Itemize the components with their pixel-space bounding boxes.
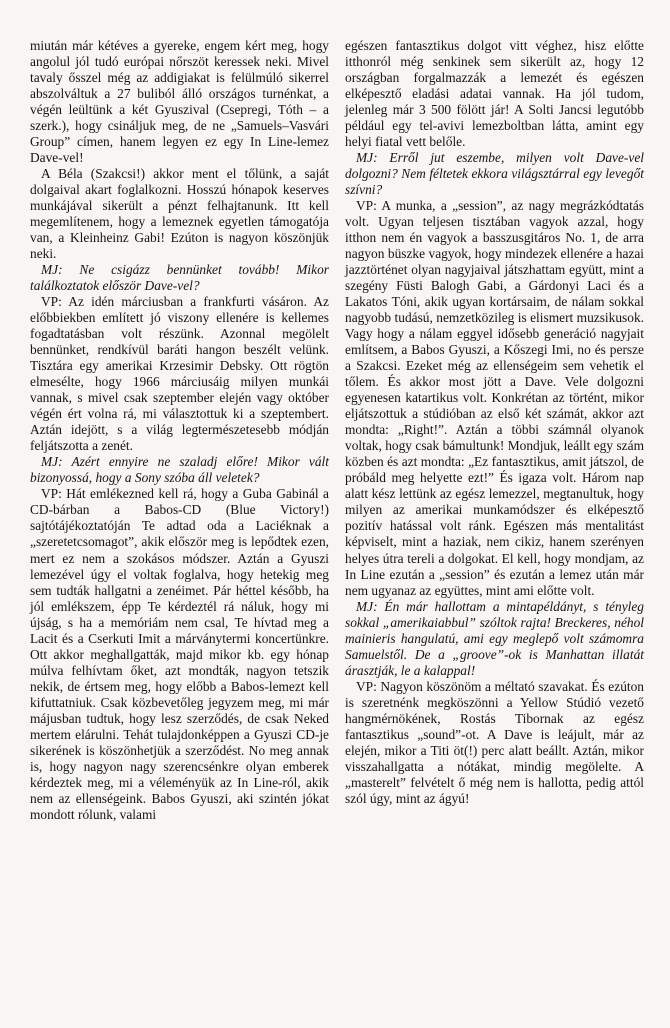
paragraph: miután már kétéves a gyereke, engem kért meg, hogy angolul jól tudó európai nőrszöt keressek neki. Mivel tavaly ősszel még az addigiakat is felülmúló sikerrel abszolváltuk a 27 buliból álló országos turnénkat, a végén leültünk a két Gyuszival (Csepregi, Tóth – a szerk.), hogy csináljuk meg, de ne „Samuels–Vasvári Group” címen, hanem legyen ez egy In Line-lemez Dave-vel! [30, 38, 329, 166]
left-column [30, 38, 329, 1028]
paragraph: VP: Nagyon köszönöm a méltató szavakat. És ezúton is szeretnénk megköszönni a Yellow Stúdió vezető hangmérnökének, Rostás Tibornak az egész fantasztikus „sound”-ot. A Dave is leájult, már az elején, mikor a Titi öt(!) perc alatt beállt. Aztán, mikor visszahallgatta a nótákat, mindig megölelte. A „masterelt” felvételt ő még nem is hallotta, pedig attól szól úgy, mint az ágyú! [345, 678, 644, 806]
interview-question: MJ: Azért ennyire ne szaladj előre! Mikor vált bizonyossá, hogy a Sony szóba áll veletek? [30, 454, 329, 486]
interview-question: MJ: Erről jut eszembe, milyen volt Dave-vel dolgozni? Nem féltetek ekkora világsztárral egy levegőt szívni? [345, 150, 644, 198]
paragraph: VP: Hát emlékezned kell rá, hogy a Guba Gabinál a CD-bárban a Babos-CD (Blue Victory!) sajtótájékoztatóján Te adtad oda a Laciéknak a „szeretetcsomagot”, akik először meg is lepődtek ezen, mert ez nem a szokásos módszer. Aztán a Gyuszi lemezével úgy el voltak foglalva, hogy hetekig meg sem tudták hallgatni a zenéimet. Pár héttel később, ha jól emlékszem, épp Te kérdeztél rá náluk, hogy mi újság, s ha a memóriám nem csal, Te hívtad meg a Lacit és a Cserkuti Imit a márványtermi koncertünkre. Ott akkor meghallgatták, majd mikor kb. egy hónap múlva felhívtam őket, azt mondták, nagyon tetszik nekik, de értsem meg, hogy előbb a Babos-lemezt kell kifuttatniuk. Csak közbevetőleg jegyzem meg, mi már májusban tudtuk, hogy lesz szerződés, de csak Neked mertem elárulni. Tehát tulajdonképpen a Gyuszi CD-je sikerének is köszönhetjük a szerződést. No meg annak is, hogy nagyon nagy szerencsénkre olyan emberek kérdeztek meg, mi a véleményük az In Line-ról, akik nem az ellenségeink. Babos Gyuszi, aki szintén jókat mondott rólunk, valami [30, 486, 329, 822]
paragraph: egészen fantasztikus dolgot vitt véghez, hisz előtte itthonról még senkinek sem sikerült az, hogy 12 országban forgalmazzák a lemezét és egészen elképesztő eladási adatai vannak. Ha jól tudom, jelenleg már 3 500 fölött jár! A Solti Jancsi legutóbb például egy tel-avivi lemezboltban látta, amint egy helyi fiatal vett belőle. [345, 38, 644, 150]
interview-question: MJ: Ne csigázz bennünket tovább! Mikor találkoztatok először Dave-vel? [30, 262, 329, 294]
paragraph: VP: A munka, a „session”, az nagy megrázkódtatás volt. Ugyan teljesen tisztában vagyok azzal, hogy itthon nem én vagyok a basszusgitáros No. 1, de arra nagyon büszke vagyok, hogy mindezek ellenére a hazai jazztörténet olyan nagyjaival játszhattam együtt, mint a szegény Füsti Balogh Gabi, a Gárdonyi Laci és a Lakatos Tóni, akik ugyan kortársaim, de nálam sokkal nagyobb tudású, nemzetközileg is elismert muzsikusok. Vagy hogy a nálam eggyel idősebb generáció nagyjait említsem, a Babos Gyuszi, a Kőszegi Imi, no és persze a Szakcsi. Ezeket még az ellenségeim sem vehetik el tőlem. És akkor most jött a Dave. Vele dolgozni egyenesen katartikus volt. Konkrétan az történt, mikor eljátszottuk a stúdióban az első két számát, akkor azt mondta: „Right!”. Aztán a többi számnál olyanok voltak, hogy csak bámultunk! Mondjuk, leállt egy szám közben és azt mondta: „Ez fantasztikus, amit játszol, de próbáld meg helyette ezt!” És igaza volt. Három nap alatt kész lettünk az egész lemezzel, megtanultuk, hogy milyen az amerikai munkamódszer és elképesztő pozitív hatással volt ránk. Egészen más mentalitást képviselt, mint a haziak, nem cikiz, hanem szerényen helyes útra tereli a dolgokat. El kell, hogy mondjam, az In Line ezután a „session” és ezután a lemez után már nem ugyanaz az együttes, mint ami előtte volt. [345, 198, 644, 598]
interview-question: MJ: Én már hallottam a mintapéldányt, s tényleg sokkal „amerikaiabbul” szóltok rajta! Breckeres, néhol mainieris hangulatú, ami egy meglepő volt számomra Samuelstől. De a „groove”-ok is Manhattan illatát árasztják, le a kalappal! [345, 598, 644, 678]
paragraph: VP: Az idén márciusban a frankfurti vásáron. Az előbbiekben említett jó viszony ellenére is kellemes fogadtatásban volt részünk. Azonnal megölelt bennünket, rendkívül baráti hangon beszélt velünk. Tisztára egy amerikai Krzesimir Debsky. Ott rögtön elmesélte, hogy 1966 márciusáig milyen munkái vannak, s mivel csak szeptember elején vagy október végén ért volna rá, mi választottuk ki a szeptembert. Aztán idejött, s a világ legtermészetesebb módján feljátszotta a zenét. [30, 294, 329, 454]
right-column [345, 38, 644, 1028]
paragraph: A Béla (Szakcsi!) akkor ment el tőlünk, a saját dolgaival akart foglalkozni. Hosszú hónapok keserves munkájával sikerült a pénzt felhajtanunk. Itt kell megemlítenem, hogy a lemeznek egyetlen támogatója van, a Kleinheinz Gabi! Ezúton is nagyon köszönjük neki. [30, 166, 329, 262]
